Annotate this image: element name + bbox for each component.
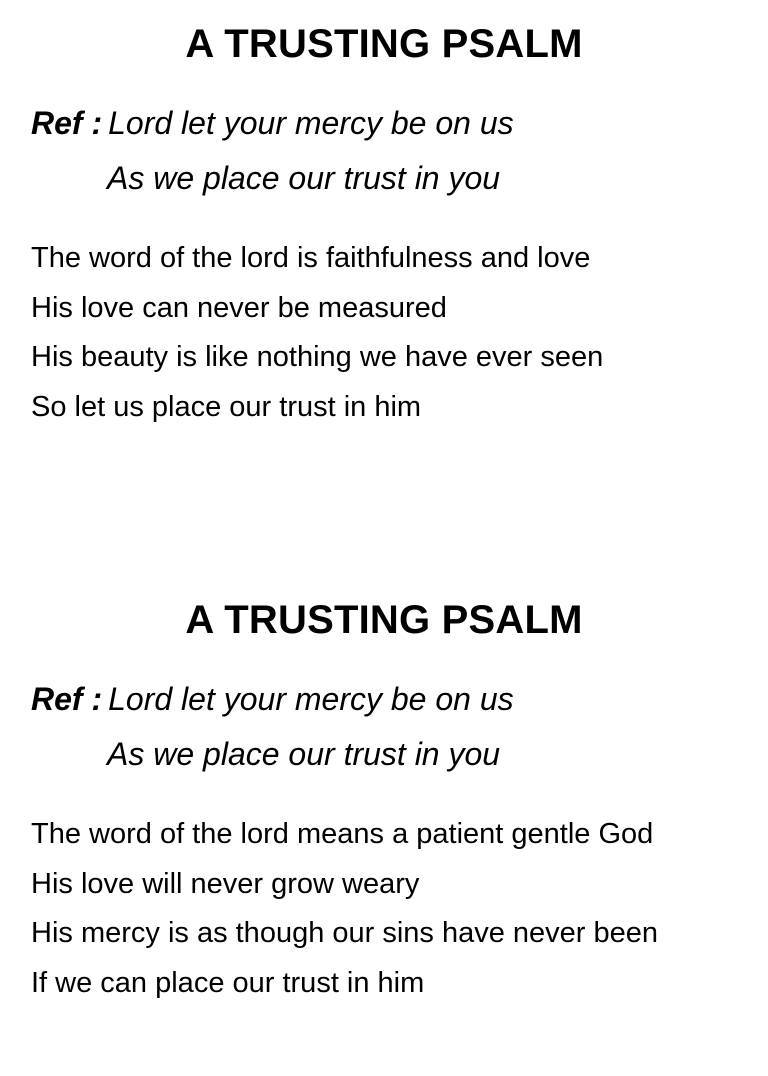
page-title: A TRUSTING PSALM	[185, 22, 583, 66]
verse-line: If we can place our trust in him	[31, 966, 425, 999]
verse	[31, 234, 603, 432]
refrain-line-2: As we place our trust in you	[107, 736, 501, 772]
verse-line: His love can never be measured	[31, 291, 447, 324]
verse-line: The word of the lord is faithfulness and love	[31, 242, 591, 274]
refrain-line-1	[31, 679, 514, 719]
verse-line: His love will never grow weary	[31, 867, 420, 900]
refrain-line-1	[31, 103, 514, 143]
verse-line: His beauty is like nothing we have ever seen	[31, 341, 604, 373]
psalm-slide-1	[0, 0, 768, 500]
verse-line: His mercy is as though our sins have never been	[31, 917, 659, 949]
refrain-text-1: Lord let your mercy be on us	[108, 105, 514, 141]
refrain-text-1: Lord let your mercy be on us	[108, 681, 514, 717]
page-title: A TRUSTING PSALM	[185, 598, 583, 642]
refrain-label: Ref :	[31, 681, 103, 717]
refrain-label: Ref :	[31, 105, 103, 141]
verse-line: The word of the lord means a patient gentle God	[31, 818, 654, 850]
verse-line: So let us place our trust in him	[31, 390, 422, 423]
verse	[31, 810, 658, 1008]
refrain-line-2: As we place our trust in you	[107, 160, 501, 196]
psalm-slide-2	[0, 576, 768, 1076]
